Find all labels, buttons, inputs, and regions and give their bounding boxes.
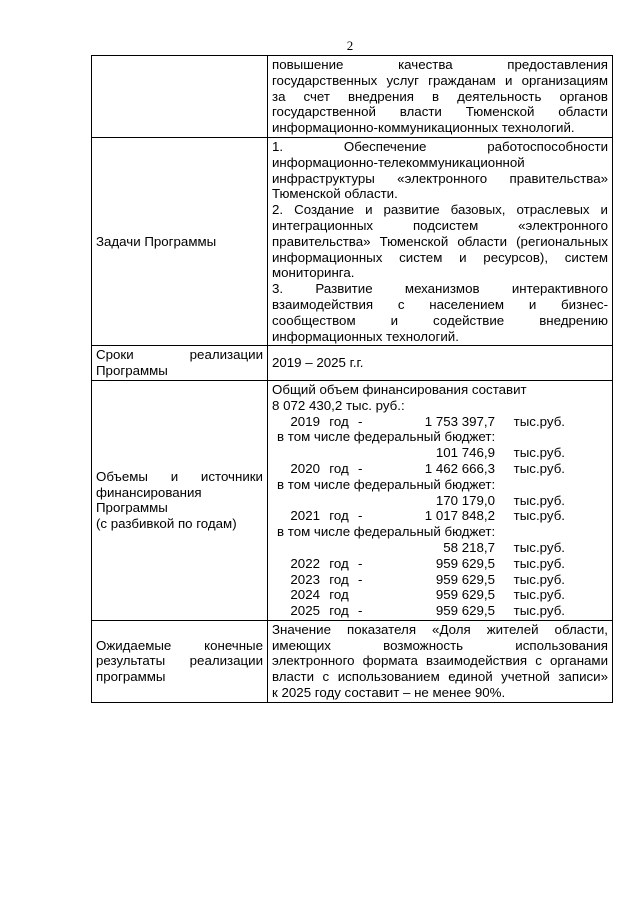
terms-label-cell — [92, 346, 268, 381]
finance-dash — [358, 587, 384, 603]
results-line: Значение показателя «Доля жителей области, — [272, 621, 608, 637]
tasks-line: интеграционных подсистем «электронного — [272, 217, 608, 233]
finance-unit: тыс.руб. — [513, 571, 565, 587]
finance-amount: 959 629,5 — [435, 555, 495, 571]
finance-unit: тыс.руб. — [513, 508, 565, 524]
federal-budget-label: в том числе федеральный бюджет: — [277, 524, 496, 540]
finance-label-line: (с разбивкой по годам) — [96, 516, 237, 532]
results-label-line: результаты реализации — [96, 653, 263, 669]
finance-label-line: Программы — [96, 500, 168, 516]
finance-year-word: год — [329, 508, 349, 524]
goal-row — [92, 56, 613, 138]
finance-year-row — [272, 603, 608, 619]
finance-year-row — [272, 461, 608, 477]
federal-budget-row — [272, 445, 608, 461]
goal-label-cell — [92, 56, 268, 138]
results-label-line: программы — [96, 669, 166, 685]
finance-year-word: год — [329, 460, 349, 476]
finance-year-row — [272, 556, 608, 572]
finance-dash: - — [358, 603, 363, 619]
terms-row — [92, 346, 613, 381]
finance-year-row — [272, 508, 608, 524]
results-line: власти с использованием единой учетной записи» — [272, 669, 608, 685]
finance-unit: тыс.руб. — [513, 603, 565, 619]
finance-value-cell — [268, 380, 613, 620]
tasks-line: информационно-телекоммуникационной — [272, 154, 525, 170]
tasks-line: 1. Обеспечение работоспособности — [272, 138, 608, 154]
terms-label-line: Сроки реализации — [96, 347, 263, 363]
finance-dash: - — [358, 413, 363, 429]
finance-dash: - — [358, 508, 363, 524]
finance-amount: 1 462 666,3 — [424, 460, 495, 476]
tasks-line: 2. Создание и развитие базовых, отраслевых и — [272, 202, 608, 218]
finance-year: 2021 — [290, 508, 320, 524]
tasks-line: взаимодействия с населением и бизнес- — [272, 296, 608, 312]
finance-amount: 959 629,5 — [435, 571, 495, 587]
finance-label-line: Объемы и источники — [96, 468, 263, 484]
goal-line: государственной власти Тюменской области — [272, 104, 608, 120]
results-label-cell — [92, 620, 268, 702]
federal-budget-label: в том числе федеральный бюджет: — [277, 476, 496, 492]
finance-year-row — [272, 572, 608, 588]
goal-line: государственных услуг гражданам и организациям — [272, 72, 608, 88]
finance-year-row — [272, 414, 608, 430]
finance-year-word: год — [329, 571, 349, 587]
tasks-line: правительства» Тюменской области (региональных — [272, 233, 608, 249]
results-value-cell — [268, 620, 613, 702]
tasks-line: Тюменской области. — [272, 186, 398, 202]
terms-label-line: Программы — [96, 363, 168, 379]
results-line: электронного формата взаимодействия с органами — [272, 653, 608, 669]
federal-unit: тыс.руб. — [513, 492, 565, 508]
finance-breakdown — [272, 414, 608, 619]
finance-row — [92, 380, 613, 620]
goal-value-cell — [268, 56, 613, 138]
goal-line: повышение качества предоставления — [272, 57, 608, 72]
finance-amount: 959 629,5 — [435, 603, 495, 619]
federal-budget-row — [272, 540, 608, 556]
federal-unit: тыс.руб. — [513, 539, 565, 555]
finance-intro: Общий объем финансирования составит — [272, 381, 527, 397]
tasks-line: инфраструктуры «электронного правительства» — [272, 170, 608, 186]
federal-budget-row — [272, 493, 608, 509]
tasks-value-cell — [268, 137, 613, 345]
finance-year: 2022 — [290, 555, 320, 571]
finance-year: 2019 — [290, 413, 320, 429]
finance-unit: тыс.руб. — [513, 413, 565, 429]
finance-year-word: год — [329, 555, 349, 571]
terms-value: 2019 – 2025 г.г. — [268, 346, 613, 381]
finance-amount: 1 753 397,7 — [424, 413, 495, 429]
tasks-line: мониторинга. — [272, 265, 355, 281]
tasks-line: информационных систем и ресурсов), систем — [272, 249, 608, 265]
finance-dash: - — [358, 571, 363, 587]
goal-line: за счет внедрения в деятельность органов — [272, 88, 608, 104]
finance-year-word: год — [329, 587, 349, 603]
finance-label-line: финансирования — [96, 484, 202, 500]
tasks-label: Задачи Программы — [92, 137, 268, 345]
finance-unit: тыс.руб. — [513, 587, 565, 603]
finance-year: 2023 — [290, 571, 320, 587]
finance-year: 2025 — [290, 603, 320, 619]
finance-amount: 1 017 848,2 — [424, 508, 495, 524]
finance-year-word: год — [329, 413, 349, 429]
tasks-line: сообществом и содействие внедрению — [272, 312, 608, 328]
federal-amount: 58 218,7 — [443, 539, 495, 555]
results-row — [92, 620, 613, 702]
finance-dash: - — [358, 460, 363, 476]
page-number: 2 — [346, 38, 354, 53]
finance-label-cell — [92, 380, 268, 620]
tasks-line: информационных технологий. — [272, 328, 459, 344]
finance-amount: 959 629,5 — [435, 587, 495, 603]
results-line: к 2025 году составит – не менее 90%. — [272, 685, 506, 701]
goal-line: информационно-коммуникационных технологий. — [272, 120, 575, 136]
finance-year-word: год — [329, 603, 349, 619]
tasks-line: 3. Развитие механизмов интерактивного — [272, 281, 608, 297]
federal-amount: 101 746,9 — [435, 445, 495, 461]
finance-total: 8 072 430,2 тыс. руб.: — [272, 397, 405, 413]
finance-year: 2020 — [290, 460, 320, 476]
finance-year: 2024 — [290, 587, 320, 603]
finance-dash: - — [358, 555, 363, 571]
program-passport-table — [91, 55, 613, 703]
federal-budget-label: в том числе федеральный бюджет: — [277, 429, 496, 445]
federal-amount: 170 179,0 — [435, 492, 495, 508]
results-line: имеющих возможность использования — [272, 637, 608, 653]
results-label-line: Ожидаемые конечные — [96, 637, 263, 653]
federal-unit: тыс.руб. — [513, 445, 565, 461]
finance-unit: тыс.руб. — [513, 555, 565, 571]
finance-unit: тыс.руб. — [513, 460, 565, 476]
tasks-row — [92, 137, 613, 345]
finance-year-row — [272, 587, 608, 603]
